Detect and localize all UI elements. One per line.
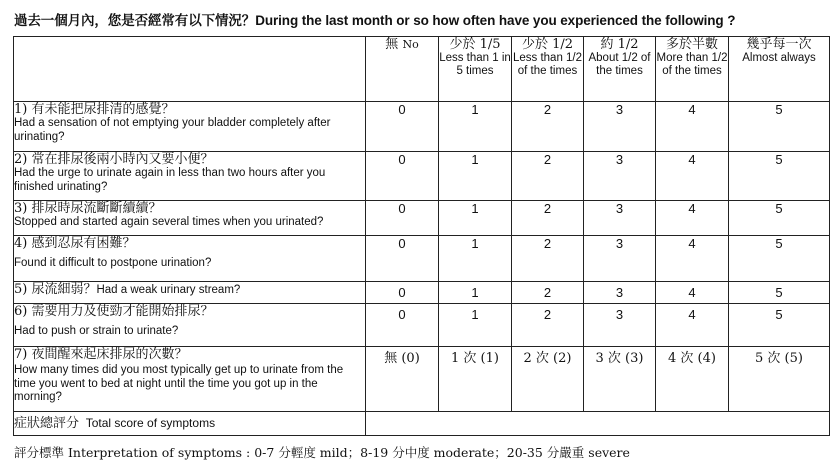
score-option[interactable]: 5	[729, 282, 830, 304]
score-option[interactable]: 3	[584, 236, 656, 282]
score-option[interactable]: 1	[439, 152, 512, 201]
score-option[interactable]: 4	[656, 282, 729, 304]
score-option[interactable]: 5	[729, 152, 830, 201]
score-option[interactable]: 1	[439, 201, 512, 236]
score-option[interactable]: 5	[729, 236, 830, 282]
score-option[interactable]: 1 次 (1)	[439, 347, 512, 412]
question-7: 7) 夜間醒來起床排尿的次數？ How many times did you most typically get up to urinate from the time you went to bed at night until the time you got up in the morning?	[14, 347, 366, 412]
score-option[interactable]: 3	[584, 102, 656, 152]
header-row	[14, 37, 830, 102]
score-option[interactable]: 0	[366, 282, 439, 304]
question-6: 6) 需要用力及使勁才能開始排尿？ Had to push or strain to urinate?	[14, 304, 366, 347]
table-row	[14, 304, 830, 347]
question-4: 4) 感到忍尿有困難？ Found it difficult to postpone urination?	[14, 236, 366, 282]
score-option[interactable]: 3 次 (3)	[584, 347, 656, 412]
header-blank-cell	[14, 37, 366, 102]
score-option[interactable]: 3	[584, 201, 656, 236]
score-option[interactable]: 4	[656, 201, 729, 236]
question-3: 3) 排尿時尿流斷斷續續？ Stopped and started again several times when you urinated?	[14, 201, 366, 236]
score-option[interactable]: 2	[512, 236, 584, 282]
score-option[interactable]: 3	[584, 152, 656, 201]
total-score-row	[14, 412, 830, 436]
score-option[interactable]: 4	[656, 102, 729, 152]
total-score-input[interactable]	[366, 412, 830, 436]
column-header-about-half: 約 1/2 About 1/2 of the times	[584, 37, 656, 102]
score-option[interactable]: 2	[512, 282, 584, 304]
score-option[interactable]: 0	[366, 236, 439, 282]
table-row	[14, 201, 830, 236]
score-option[interactable]: 0	[366, 102, 439, 152]
score-option[interactable]: 4	[656, 152, 729, 201]
score-option[interactable]: 1	[439, 236, 512, 282]
score-option[interactable]: 4	[656, 236, 729, 282]
table-row	[14, 236, 830, 282]
question-5: 5) 尿流細弱？Had a weak urinary stream?	[14, 282, 366, 304]
score-option[interactable]: 1	[439, 304, 512, 347]
score-option[interactable]: 2	[512, 304, 584, 347]
score-option[interactable]: 5	[729, 304, 830, 347]
question-2: 2) 常在排尿後兩小時內又要小便？ Had the urge to urinate again in less than two hours after you finished urinating?	[14, 152, 366, 201]
interpretation-footer: 評分標準 Interpretation of symptoms : 0-7 分輕度 mild；8-19 分中度 moderate；20-35 分嚴重 severe	[14, 445, 630, 460]
table-row	[14, 347, 830, 412]
total-score-label: 症狀總評分 Total score of symptoms	[14, 412, 366, 436]
score-option[interactable]: 2	[512, 102, 584, 152]
score-option[interactable]: 1	[439, 102, 512, 152]
symptom-score-table	[13, 36, 830, 436]
score-option[interactable]: 5 次 (5)	[729, 347, 830, 412]
score-option[interactable]: 3	[584, 304, 656, 347]
column-header-less-than-half: 少於 1/2 Less than 1/2 of the times	[512, 37, 584, 102]
column-header-zh: 無 No	[385, 37, 419, 52]
score-option[interactable]: 4 次 (4)	[656, 347, 729, 412]
score-option[interactable]: 0	[366, 152, 439, 201]
question-1: 1) 有未能把尿排清的感覺？ Had a sensation of not emptying your bladder completely after urinating?	[14, 102, 366, 152]
score-option[interactable]: 2	[512, 201, 584, 236]
column-header-no	[366, 37, 439, 102]
score-option[interactable]: 1	[439, 282, 512, 304]
score-option[interactable]: 無 (0)	[366, 347, 439, 412]
score-option[interactable]: 5	[729, 201, 830, 236]
score-option[interactable]: 5	[729, 102, 830, 152]
table-row	[14, 152, 830, 201]
score-option[interactable]: 4	[656, 304, 729, 347]
page-title: 過去一個月內，您是否經常有以下情況？During the last month or so how often have you experienced the following ?	[14, 13, 736, 28]
score-option[interactable]: 3	[584, 282, 656, 304]
column-header-almost-always: 幾乎每一次 Almost always	[729, 37, 830, 102]
column-header-more-than-half: 多於半數 More than 1/2 of the times	[656, 37, 729, 102]
table-row	[14, 102, 830, 152]
column-header-less-than-1-in-5: 少於 1/5 Less than 1 in 5 times	[439, 37, 512, 102]
score-option[interactable]: 2 次 (2)	[512, 347, 584, 412]
score-option[interactable]: 2	[512, 152, 584, 201]
table-row	[14, 282, 830, 304]
score-option[interactable]: 0	[366, 304, 439, 347]
score-option[interactable]: 0	[366, 201, 439, 236]
